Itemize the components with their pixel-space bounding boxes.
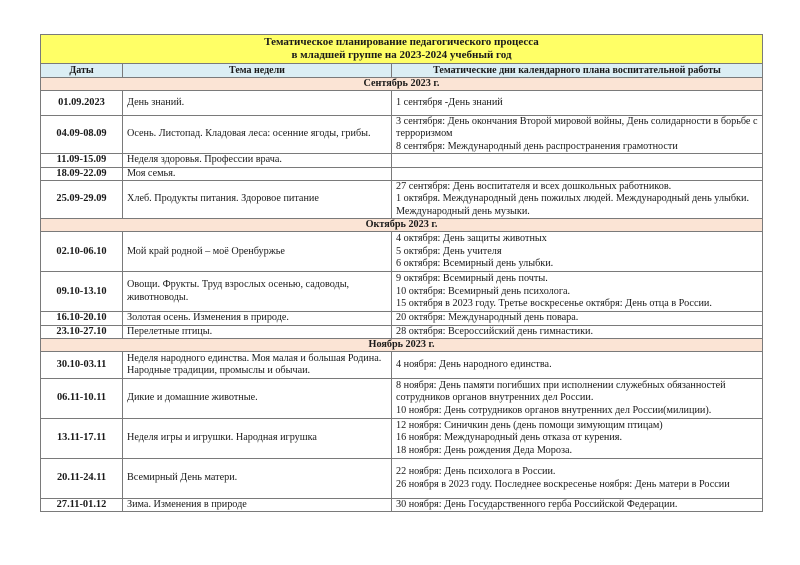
event-item: 28 октября: Всероссийский день гимнастики. <box>396 325 594 337</box>
title-line-2: в младшей группе на 2023-2024 учебный год <box>291 49 512 61</box>
week-dates: 30.10-03.11 <box>41 352 123 379</box>
week-dates: 23.10-27.10 <box>41 325 123 338</box>
week-dates: 18.09-22.09 <box>41 167 123 180</box>
week-theme: Моя семья. <box>123 167 392 180</box>
table-row <box>41 272 763 312</box>
calendar-events <box>392 181 763 219</box>
calendar-events <box>392 459 763 499</box>
calendar-events <box>392 272 763 312</box>
week-theme: Зима. Изменения в природе <box>123 499 392 512</box>
calendar-events <box>392 419 763 459</box>
week-theme: Неделя народного единства. Моя малая и большая Родина. Народные традиции, промыслы и обычаи. <box>123 352 392 379</box>
event-item: 9 октября: Всемирный день почты. <box>396 273 548 285</box>
calendar-events <box>392 499 763 512</box>
table-body <box>41 78 763 512</box>
event-item: 26 ноября в 2023 году. Последнее воскресенье ноября: День матери в России <box>396 478 730 490</box>
month-label: Сентябрь 2023 г. <box>41 78 763 91</box>
event-item: 1 сентября -День знаний <box>396 96 503 108</box>
event-item: 10 октября: Всемирный день психолога. <box>396 285 571 297</box>
event-item: 16 ноября: Международный день отказа от курения. <box>396 432 622 444</box>
event-item: 4 октября: День защиты животных <box>396 233 547 245</box>
calendar-events <box>392 116 763 154</box>
week-theme: Хлеб. Продукты питания. Здоровое питание <box>123 181 392 219</box>
column-header-theme: Тема недели <box>123 64 392 78</box>
event-item: 22 ноября: День психолога в России. <box>396 466 556 478</box>
week-theme: Всемирный День матери. <box>123 459 392 499</box>
table-row <box>41 167 763 180</box>
week-dates: 27.11-01.12 <box>41 499 123 512</box>
calendar-events <box>392 379 763 419</box>
event-item: 4 ноября: День народного единства. <box>396 358 552 370</box>
table-row <box>41 91 763 116</box>
event-item: 5 октября: День учителя <box>396 245 502 257</box>
month-label: Ноябрь 2023 г. <box>41 339 763 352</box>
month-row <box>41 78 763 91</box>
event-item: 20 октября: Международный день повара. <box>396 312 579 324</box>
week-dates: 25.09-29.09 <box>41 181 123 219</box>
week-dates: 04.09-08.09 <box>41 116 123 154</box>
month-label: Октябрь 2023 г. <box>41 219 763 232</box>
week-theme: Перелетные птицы. <box>123 325 392 338</box>
event-item: 12 ноября: Синичкин день (день помощи зимующим птицам) <box>396 419 663 431</box>
title-line-1: Тематическое планирование педагогического процесса <box>264 36 539 48</box>
week-dates: 20.11-24.11 <box>41 459 123 499</box>
week-dates: 11.09-15.09 <box>41 154 123 167</box>
event-item: 8 сентября: Международный день распространения грамотности <box>396 140 678 152</box>
calendar-events <box>392 325 763 338</box>
week-dates: 01.09.2023 <box>41 91 123 116</box>
event-item: 18 ноября: День рождения Деда Мороза. <box>396 444 573 456</box>
calendar-events <box>392 232 763 272</box>
week-dates: 16.10-20.10 <box>41 312 123 325</box>
event-item: 30 ноября: День Государственного герба Российской Федерации. <box>396 499 678 511</box>
calendar-events <box>392 352 763 379</box>
event-item: 8 ноября: День памяти погибших при исполнении служебных обязанностей сотрудников органов внутренних дел России. <box>396 379 726 404</box>
week-theme: Овощи. Фрукты. Труд взрослых осенью, садоводы, животноводы. <box>123 272 392 312</box>
week-theme: Осень. Листопад. Кладовая леса: осенние ягоды, грибы. <box>123 116 392 154</box>
week-dates: 02.10-06.10 <box>41 232 123 272</box>
table-row <box>41 419 763 459</box>
table-row <box>41 154 763 167</box>
table-row <box>41 499 763 512</box>
column-header-dates: Даты <box>41 64 123 78</box>
week-theme: Дикие и домашние животные. <box>123 379 392 419</box>
week-theme: Мой край родной – моё Оренбуржье <box>123 232 392 272</box>
table-row <box>41 352 763 379</box>
week-dates: 09.10-13.10 <box>41 272 123 312</box>
event-item: 1 октября. Международный день пожилых людей. Международный день улыбки. Международный день музыки. <box>396 193 750 217</box>
week-theme: Неделя здоровья. Профессии врача. <box>123 154 392 167</box>
column-header-events: Тематические дни календарного плана воспитательной работы <box>392 64 763 78</box>
calendar-events <box>392 91 763 116</box>
column-header-row <box>41 64 763 78</box>
title-row <box>41 35 763 64</box>
thematic-plan-table <box>40 34 763 512</box>
table-title <box>41 35 763 64</box>
event-item: 15 октября в 2023 году. Третье воскресенье октября: День отца в России. <box>396 297 712 309</box>
table-row <box>41 181 763 219</box>
week-dates: 06.11-10.11 <box>41 379 123 419</box>
calendar-events <box>392 312 763 325</box>
week-dates: 13.11-17.11 <box>41 419 123 459</box>
event-item: 10 ноября: День сотрудников органов внутренних дел России(милиции). <box>396 404 712 416</box>
table-row <box>41 312 763 325</box>
table-row <box>41 232 763 272</box>
calendar-events <box>392 154 763 167</box>
month-row <box>41 339 763 352</box>
week-theme: Неделя игры и игрушки. Народная игрушка <box>123 419 392 459</box>
month-row <box>41 219 763 232</box>
event-item: 27 сентября: День воспитателя и всех дошкольных работников. <box>396 181 672 193</box>
table-row <box>41 116 763 154</box>
week-theme: День знаний. <box>123 91 392 116</box>
event-item: 3 сентября: День окончания Второй мировой войны, День солидарности в борьбе с терроризмом <box>396 116 758 140</box>
event-item: 6 октября: Всемирный день улыбки. <box>396 257 554 269</box>
table-row <box>41 379 763 419</box>
table-row <box>41 459 763 499</box>
table-row <box>41 325 763 338</box>
calendar-events <box>392 167 763 180</box>
week-theme: Золотая осень. Изменения в природе. <box>123 312 392 325</box>
